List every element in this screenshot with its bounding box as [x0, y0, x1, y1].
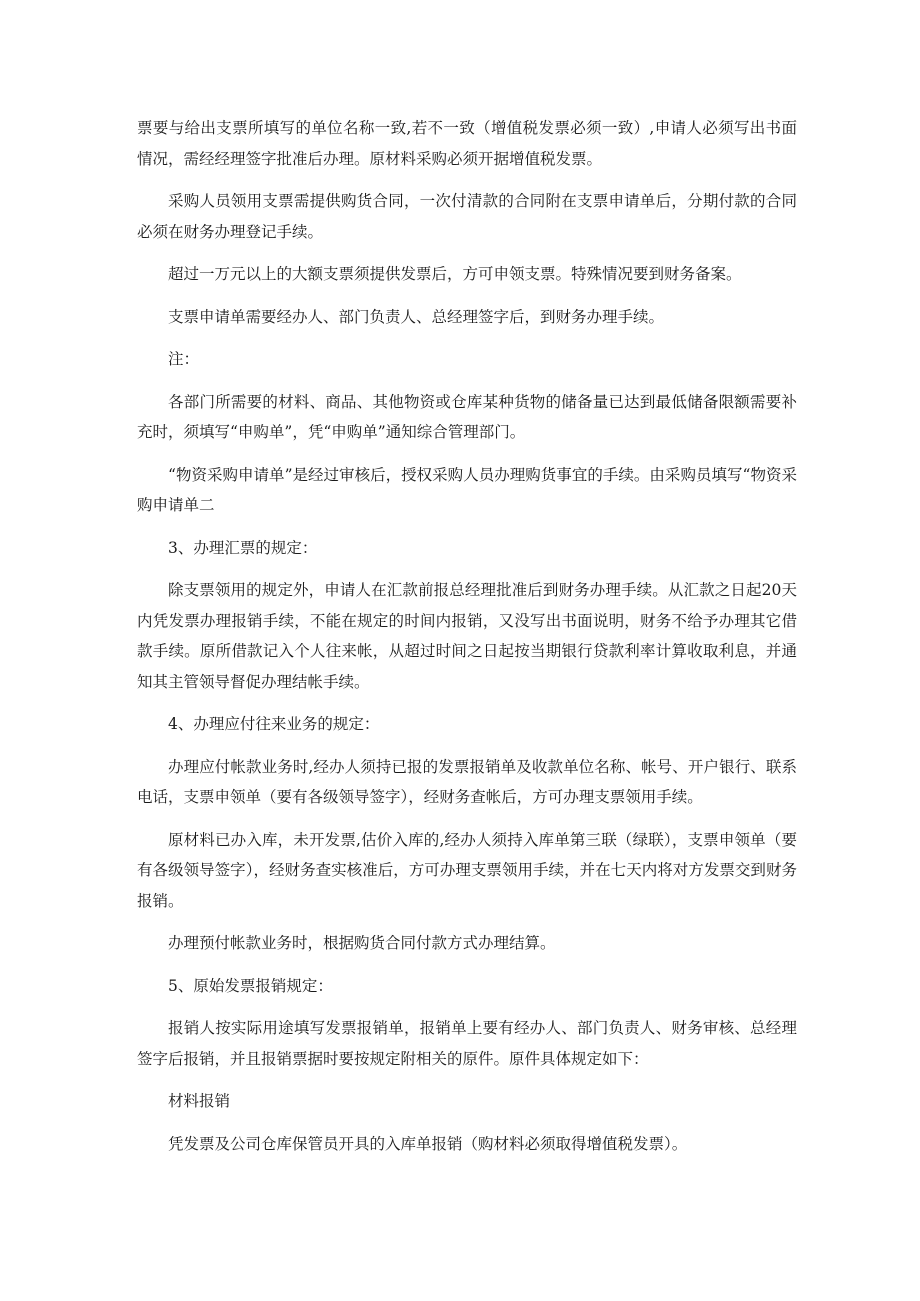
paragraph: 支票申请单需要经办人、部门负责人、总经理签字后，到财务办理手续。 — [168, 307, 665, 326]
section-heading: 3、办理汇票的规定： — [168, 538, 318, 557]
subheading: 材料报销 — [168, 1092, 231, 1110]
paragraph: 采购人员领用支票需提供购货合同，一次付清款的合同附在支票申请单后，分期付款的合同必须在财务办理登记手续。 — [137, 192, 797, 241]
paragraph: 报销人按实际用途填写发票报销单，报销单上要有经办人、部门负责人、财务审核、总经理签字后报销，并且报销票据时要按规定附相关的原件。原件具体规定如下： — [137, 1019, 797, 1068]
section-heading: 4、办理应付往来业务的规定： — [168, 715, 380, 733]
paragraph: 办理应付帐款业务时,经办人须持已报的发票报销单及收款单位名称、帐号、开户银行、联系电话，支票申领单（要有各级领导签字），经财务查帐后，方可办理支票领用手续。 — [137, 757, 797, 806]
paragraph: “物资采购申请单”是经过审核后，授权采购人员办理购货事宜的手续。由采购员填写“物资采购申请单二 — [137, 465, 797, 514]
paragraph: 票要与给出支票所填写的单位名称一致,若不一致（增值税发票必须一致）,申请人必须写出书面情况，需经经理签字批准后办理。原材料采购必须开据增值税发票。 — [137, 119, 797, 168]
paragraph: 原材料已办入库，未开发票,估价入库的,经办人须持入库单第三联（绿联），支票申领单（要有各级领导签字），经财务查实核准后，方可办理支票领用手续，并在七天内将对方发票交到财务报销。 — [137, 830, 797, 910]
paragraph: 各部门所需要的材料、商品、其他物资或仓库某种货物的储备量已达到最低储备限额需要补充时，须填写“申购单”，凭“申购单”通知综合管理部门。 — [137, 392, 797, 441]
paragraph: 办理预付帐款业务时，根据购货合同付款方式办理结算。 — [168, 934, 556, 952]
paragraph: 凭发票及公司仓库保管员开具的入库单报销（购材料必须取得增值税发票）。 — [168, 1134, 688, 1153]
paragraph: 除支票领用的规定外，申请人在汇款前报总经理批准后到财务办理手续。从汇款之日起20天内凭发票办理报销手续，不能在规定的时间内报销，又没写出书面说明，财务不给予办理其它借款手续。原所借款记入个人往来帐，从超过时间之日起按当期银行贷款利率计算收取利息，并通知其主管领导督促办理结帐手续。 — [137, 581, 797, 691]
note-label: 注： — [168, 350, 200, 368]
paragraph: 超过一万元以上的大额支票须提供发票后，方可申领支票。特殊情况要到财务备案。 — [168, 265, 742, 283]
section-heading: 5、原始发票报销规定： — [168, 976, 333, 995]
document-body — [137, 113, 797, 1171]
